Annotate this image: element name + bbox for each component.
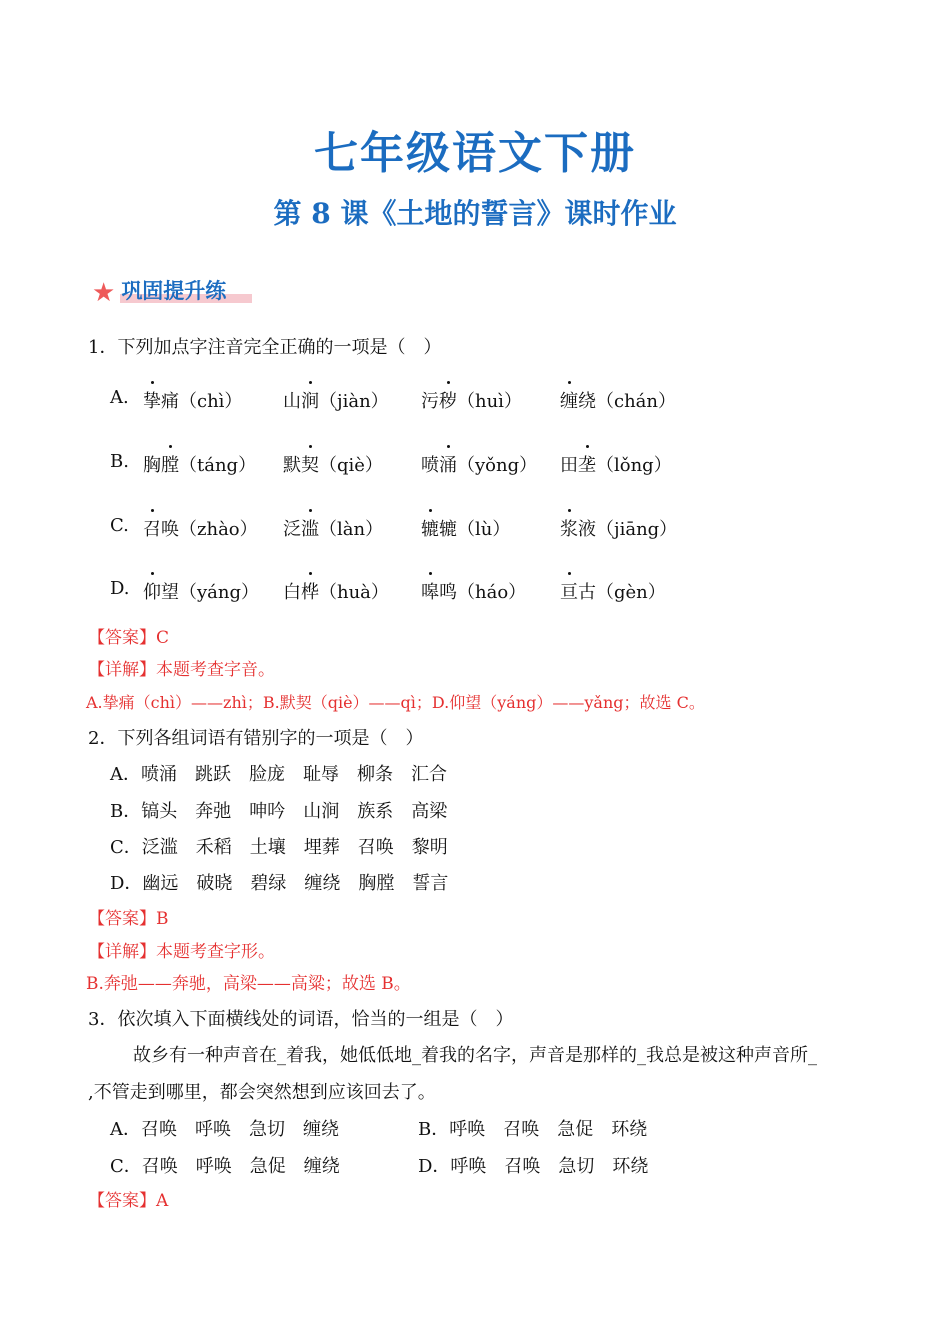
q3-passage-line-2: ,不管走到哪里，都会突然想到应该回去了。 bbox=[88, 1082, 436, 1103]
q1-option-word bbox=[283, 387, 389, 413]
dotted-character: 滥 bbox=[301, 515, 319, 541]
word-part: （táng） bbox=[179, 455, 257, 476]
word-part: 田 bbox=[560, 455, 578, 476]
q1-option-word bbox=[283, 451, 383, 477]
word-part: 喷 bbox=[421, 455, 439, 476]
dotted-character: 挚 bbox=[143, 387, 161, 413]
dotted-character: 契 bbox=[301, 451, 319, 477]
q1-detail: 【详解】本题考查字音。 bbox=[88, 660, 275, 680]
q3-passage-line-1: 故乡有一种声音在_着我，她低低地_着我的名字，声音是那样的_我总是被这种声音所_ bbox=[133, 1045, 817, 1066]
q2-explanation: B.奔弛——奔驰，高梁——高粱；故选 B。 bbox=[86, 974, 411, 994]
word-part: （lǒng） bbox=[596, 455, 672, 476]
word-part: 山 bbox=[283, 391, 301, 412]
question-1-stem: 1．下列加点字注音完全正确的一项是（ ） bbox=[88, 337, 442, 358]
q2-detail: 【详解】本题考查字形。 bbox=[88, 942, 275, 962]
q1-option-word bbox=[560, 387, 676, 413]
q1-option-word bbox=[143, 515, 258, 541]
word-part: 默 bbox=[283, 455, 301, 476]
dotted-character: 浆 bbox=[560, 515, 578, 541]
q2-answer: 【答案】B bbox=[88, 909, 169, 929]
word-part: 望（yáng） bbox=[161, 582, 260, 603]
q1-option-word bbox=[560, 451, 672, 477]
q1-option-word bbox=[560, 578, 666, 604]
dotted-character: 涌 bbox=[439, 451, 457, 477]
q1-option-word bbox=[283, 578, 389, 604]
q1-option-word bbox=[143, 578, 259, 604]
q1-answer: 【答案】C bbox=[88, 628, 170, 648]
word-part: 胸 bbox=[143, 455, 161, 476]
q1-option-label: A. bbox=[110, 387, 129, 408]
word-part: 痛（chì） bbox=[161, 391, 243, 412]
word-part: （jiàn） bbox=[319, 391, 389, 412]
q2-option-c: C．泛滥 禾稻 土壤 埋葬 召唤 黎明 bbox=[110, 837, 448, 858]
word-part: （huà） bbox=[319, 582, 389, 603]
q1-option-word bbox=[560, 515, 677, 541]
word-part: （yǒng） bbox=[457, 455, 538, 476]
q3-answer: 【答案】A bbox=[88, 1191, 169, 1211]
word-part: 污 bbox=[421, 391, 439, 412]
word-part: 绕（chán） bbox=[578, 391, 676, 412]
q3-option-a: A．召唤 呼唤 急切 缠绕 bbox=[110, 1119, 339, 1140]
question-2-stem: 2．下列各组词语有错别字的一项是（ ） bbox=[88, 728, 424, 749]
word-part: （huì） bbox=[457, 391, 522, 412]
word-part: 辘（lù） bbox=[439, 519, 511, 540]
dotted-character: 辘 bbox=[421, 515, 439, 541]
q1-option-word bbox=[143, 387, 242, 413]
question-3-stem: 3．依次填入下面横线处的词语，恰当的一组是（ ） bbox=[88, 1009, 514, 1030]
q3-option-b: B．呼唤 召唤 急促 环绕 bbox=[418, 1119, 648, 1140]
q1-option-word bbox=[283, 515, 383, 541]
dotted-character: 膛 bbox=[161, 451, 179, 477]
word-part: （làn） bbox=[319, 519, 384, 540]
page-subtitle: 第 8 课《土地的誓言》课时作业 bbox=[273, 197, 677, 230]
q1-option-word bbox=[421, 515, 510, 541]
section-heading: ★ 巩固提升练 bbox=[92, 280, 226, 306]
dotted-character: 涧 bbox=[301, 387, 319, 413]
dotted-character: 仰 bbox=[143, 578, 161, 604]
word-part: （qiè） bbox=[319, 455, 383, 476]
q2-option-b: B．镐头 奔弛 呻吟 山涧 族系 高梁 bbox=[110, 801, 448, 822]
q1-option-word bbox=[421, 451, 537, 477]
word-part: 古（gèn） bbox=[578, 582, 666, 603]
word-part: 泛 bbox=[283, 519, 301, 540]
q1-explanation: A.挚痛（chì）——zhì；B.默契（qiè）——qì；D.仰望（yáng）——yǎng；故选 C。 bbox=[86, 693, 705, 712]
word-part: 液（jiāng） bbox=[578, 519, 678, 540]
dotted-character: 召 bbox=[143, 515, 161, 541]
dotted-character: 亘 bbox=[560, 578, 578, 604]
dotted-character: 垄 bbox=[578, 451, 596, 477]
q1-option-label: D. bbox=[110, 578, 130, 599]
page-title: 七年级语文下册 bbox=[314, 128, 636, 179]
word-part: 白 bbox=[283, 582, 301, 603]
star-icon: ★ bbox=[92, 278, 116, 308]
dotted-character: 嗥 bbox=[421, 578, 439, 604]
dotted-character: 缠 bbox=[560, 387, 578, 413]
q3-option-c: C．召唤 呼唤 急促 缠绕 bbox=[110, 1156, 340, 1177]
dotted-character: 秽 bbox=[439, 387, 457, 413]
q3-option-d: D．呼唤 召唤 急切 环绕 bbox=[418, 1156, 649, 1177]
q1-option-word bbox=[143, 451, 256, 477]
q1-option-label: B. bbox=[110, 451, 129, 472]
q1-option-label: C. bbox=[110, 515, 129, 536]
dotted-character: 桦 bbox=[301, 578, 319, 604]
q1-option-word bbox=[421, 387, 522, 413]
word-part: 鸣（háo） bbox=[439, 582, 527, 603]
q1-option-word bbox=[421, 578, 526, 604]
q2-option-a: A．喷涌 跳跃 脸庞 耻辱 柳条 汇合 bbox=[110, 764, 447, 785]
word-part: 唤（zhào） bbox=[161, 519, 258, 540]
q2-option-d: D．幽远 破晓 碧绿 缠绕 胸膛 誓言 bbox=[110, 873, 449, 894]
